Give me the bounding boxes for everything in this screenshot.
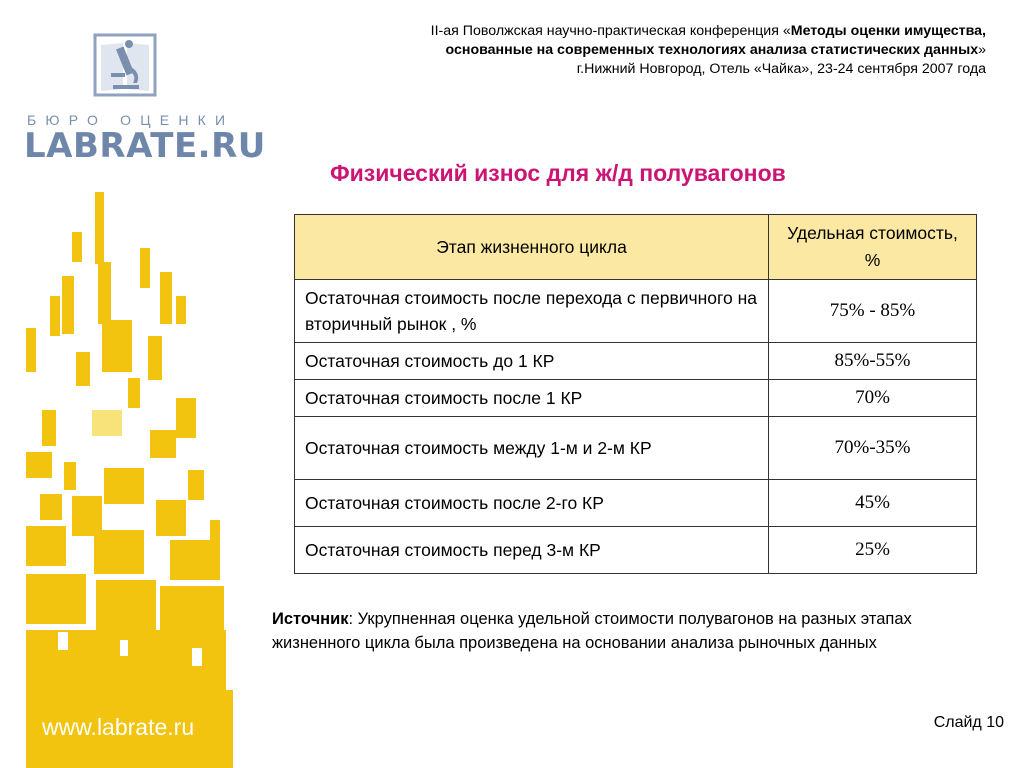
value-cell: 75% - 85% bbox=[769, 280, 977, 343]
value-cell: 25% bbox=[769, 527, 977, 574]
value-cell: 70% bbox=[769, 380, 977, 417]
slide-number: Слайд 10 bbox=[933, 714, 1004, 731]
stage-cell: Остаточная стоимость между 1-м и 2-м КР bbox=[295, 417, 769, 480]
source-note bbox=[272, 608, 962, 655]
table-row bbox=[295, 480, 977, 527]
table-row bbox=[295, 343, 977, 380]
table-header-row bbox=[295, 215, 977, 280]
slide-title: Физический износ для ж/д полувагонов bbox=[330, 160, 786, 186]
stage-cell: Остаточная стоимость перед 3-м КР bbox=[295, 527, 769, 574]
logo-wordmark: LABRATE.RU bbox=[24, 126, 266, 166]
depreciation-table bbox=[294, 214, 977, 574]
table-row bbox=[295, 280, 977, 343]
conference-header bbox=[296, 22, 986, 79]
value-cell: 85%-55% bbox=[769, 343, 977, 380]
table-row bbox=[295, 380, 977, 417]
source-label: Источник bbox=[272, 610, 349, 628]
table-row bbox=[295, 417, 977, 480]
stage-cell: Остаточная стоимость после 2-го КР bbox=[295, 480, 769, 527]
value-cell: 45% bbox=[769, 480, 977, 527]
stage-cell: Остаточная стоимость до 1 КР bbox=[295, 343, 769, 380]
stage-cell: Остаточная стоимость после перехода с первичного на вторичный рынок , % bbox=[295, 280, 769, 343]
source-text: : Укрупненная оценка удельной стоимости полувагонов на разных этапах жизненного цикла была произведена на основании анализа рыночных данных bbox=[272, 610, 912, 652]
column-header-stage: Этап жизненного цикла bbox=[295, 215, 769, 280]
table-row bbox=[295, 527, 977, 574]
stage-cell: Остаточная стоимость после 1 КР bbox=[295, 380, 769, 417]
site-url[interactable]: www.labrate.ru bbox=[42, 714, 195, 740]
header-line-3: г.Нижний Новгород, Отель «Чайка», 23-24 сентября 2007 года bbox=[576, 61, 986, 77]
value-cell: 70%-35% bbox=[769, 417, 977, 480]
header-line-2: основанные на современных технологиях анализа статистических данных» bbox=[445, 42, 986, 58]
column-header-value: Удельная стоимость, % bbox=[769, 215, 977, 280]
microscope-book-icon bbox=[93, 33, 157, 97]
header-line-1: II-ая Поволжская научно-практическая конференция «Методы оценки имущества, bbox=[430, 23, 986, 39]
logo-subtitle: БЮРО ОЦЕНКИ bbox=[27, 112, 235, 128]
